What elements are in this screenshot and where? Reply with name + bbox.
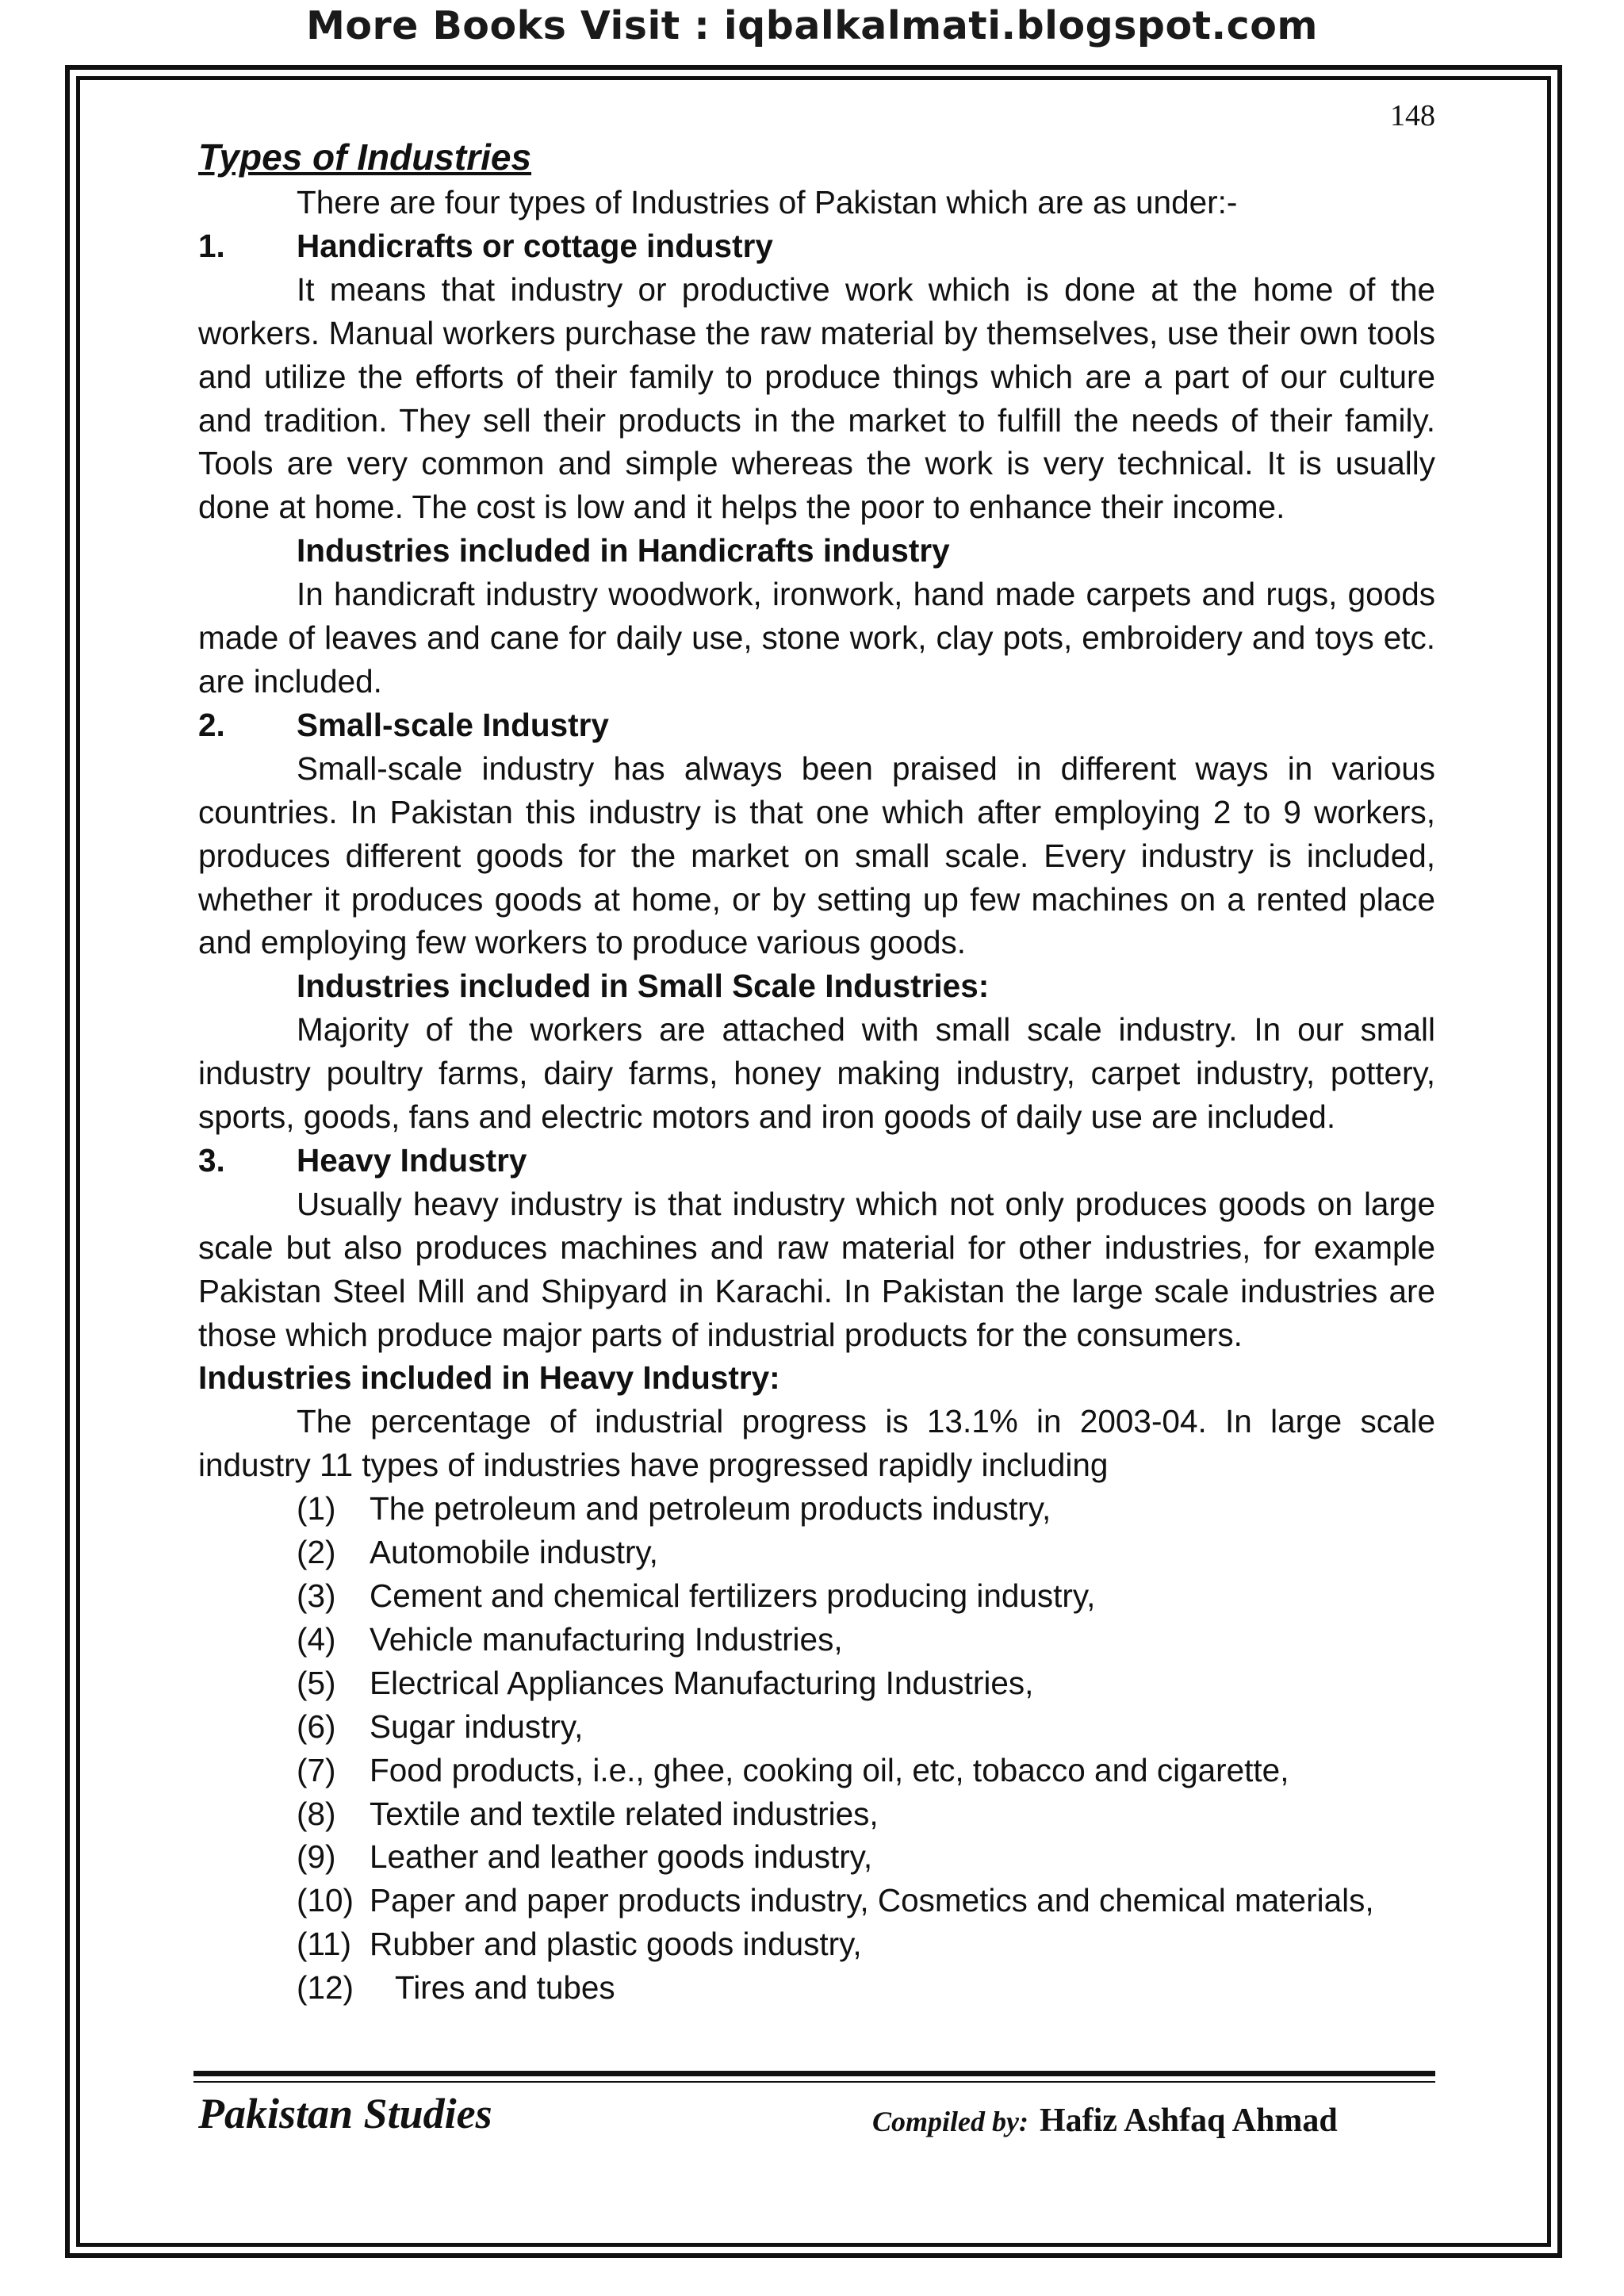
list-item-text: Paper and paper products industry, Cosmetics and chemical materials, bbox=[370, 1882, 1374, 1919]
section-number: 3. bbox=[198, 1141, 225, 1179]
list-item-number: (2) bbox=[297, 1534, 336, 1571]
list-item bbox=[198, 1966, 1435, 2010]
list-item-text: Vehicle manufacturing Industries, bbox=[370, 1620, 843, 1658]
handicrafts-paragraph: It means that industry or productive work which is done at the home of the workers. Manual workers purchase the raw material by themselves, use their own tools and utilize the efforts of their family to produce things which are a part of our culture and tradition. They sell their products in the market to fulfill the needs of their family. Tools are very common and simple whereas the work is very technical. It is usually done at home. The cost is low and it helps the poor to enhance their income. bbox=[198, 270, 1435, 526]
section-number: 1. bbox=[198, 227, 225, 264]
list-item-number: (3) bbox=[297, 1577, 336, 1614]
footer-rule-thick bbox=[193, 2071, 1435, 2076]
list-item bbox=[198, 1835, 1435, 1879]
list-item bbox=[198, 1662, 1435, 1705]
list-item-text: Cement and chemical fertilizers producing industry, bbox=[370, 1577, 1096, 1614]
list-item bbox=[198, 1531, 1435, 1574]
section-heading-text: Heavy Industry bbox=[297, 1141, 527, 1179]
list-item-text: Automobile industry, bbox=[370, 1534, 658, 1571]
list-item-text: The petroleum and petroleum products industry, bbox=[370, 1490, 1051, 1527]
list-item-number: (6) bbox=[297, 1708, 336, 1745]
list-item-number: (5) bbox=[297, 1664, 336, 1701]
footer-book-title: Pakistan Studies bbox=[198, 2090, 492, 2137]
heavy-included-paragraph: The percentage of industrial progress is 13.1% in 2003-04. In large scale industry 11 types of industries have progressed rapidly including bbox=[198, 1403, 1435, 1484]
list-item-number: (1) bbox=[297, 1490, 336, 1527]
list-item-text: Textile and textile related industries, bbox=[370, 1795, 879, 1832]
page-title: Types of Industries bbox=[198, 136, 532, 178]
section-heading-heavy bbox=[198, 1139, 1435, 1182]
section-heading-small-scale bbox=[198, 703, 1435, 747]
list-item-number: (10) bbox=[297, 1882, 354, 1919]
list-item-number: (12) bbox=[297, 1969, 354, 2007]
list-item bbox=[198, 1922, 1435, 1966]
list-item bbox=[198, 1879, 1435, 1922]
list-item-number: (9) bbox=[297, 1838, 336, 1876]
list-item-text: Tires and tubes bbox=[395, 1969, 615, 2007]
section-heading-handicrafts bbox=[198, 224, 1435, 268]
list-item-text: Electrical Appliances Manufacturing Industries, bbox=[370, 1664, 1034, 1701]
intro-paragraph: There are four types of Industries of Pakistan which are as under:- bbox=[297, 184, 1238, 220]
list-item bbox=[198, 1574, 1435, 1618]
small-scale-paragraph: Small-scale industry has always been praised in different ways in various countries. In Pakistan this industry is that one which after employing 2 to 9 workers, produces different goods for the market on small scale. Every industry is included, whether it produces goods at home, or by setting up few machines on a rented place and employing few workers to produce various goods. bbox=[198, 749, 1435, 961]
list-item bbox=[198, 1749, 1435, 1792]
small-scale-included-paragraph: Majority of the workers are attached with small scale industry. In our small industry poultry farms, dairy farms, honey making industry, carpet industry, pottery, sports, goods, fans and electric motors and iron goods of daily use are included. bbox=[198, 1011, 1435, 1136]
list-item-text: Sugar industry, bbox=[370, 1708, 584, 1745]
handicrafts-included-paragraph: In handicraft industry woodwork, ironwork, hand made carpets and rugs, goods made of leaves and cane for daily use, stone work, clay pots, embroidery and toys etc. are included. bbox=[198, 576, 1435, 700]
list-item bbox=[198, 1705, 1435, 1749]
footer-credit bbox=[872, 2102, 1338, 2140]
list-item-text: Leather and leather goods industry, bbox=[370, 1838, 873, 1876]
section-heading-text: Handicrafts or cottage industry bbox=[297, 227, 773, 264]
list-item-number: (7) bbox=[297, 1751, 336, 1788]
list-item-text: Food products, i.e., ghee, cooking oil, etc, tobacco and cigarette, bbox=[370, 1751, 1289, 1788]
heavy-industry-list bbox=[198, 1487, 1435, 2010]
handicrafts-sub-heading: Industries included in Handicrafts industry bbox=[297, 532, 950, 569]
list-item-number: (8) bbox=[297, 1795, 336, 1832]
list-item bbox=[198, 1792, 1435, 1836]
heavy-sub-heading: Industries included in Heavy Industry: bbox=[198, 1359, 780, 1397]
list-item bbox=[198, 1618, 1435, 1662]
page-content bbox=[198, 135, 1435, 2010]
section-number: 2. bbox=[198, 706, 225, 743]
page-number: 148 bbox=[1390, 99, 1435, 132]
list-item-number: (11) bbox=[297, 1926, 352, 1963]
heavy-paragraph: Usually heavy industry is that industry which not only produces goods on large scale but also produces machines and raw material for other industries, for example Pakistan Steel Mill and Shipyard in Karachi. In Pakistan the large scale industries are those which produce major parts of industrial products for the consumers. bbox=[198, 1185, 1435, 1353]
section-heading-text: Small-scale Industry bbox=[297, 706, 609, 743]
list-item-text: Rubber and plastic goods industry, bbox=[370, 1926, 862, 1963]
small-scale-sub-heading: Industries included in Small Scale Industries: bbox=[297, 968, 990, 1005]
list-item-number: (4) bbox=[297, 1620, 336, 1658]
site-banner: More Books Visit : iqbalkalmati.blogspot.com bbox=[306, 3, 1318, 48]
compiled-by-label: Compiled by: bbox=[872, 2106, 1028, 2137]
footer-rule-thin bbox=[193, 2081, 1435, 2083]
author-name: Hafiz Ashfaq Ahmad bbox=[1039, 2102, 1338, 2139]
list-item bbox=[198, 1487, 1435, 1531]
